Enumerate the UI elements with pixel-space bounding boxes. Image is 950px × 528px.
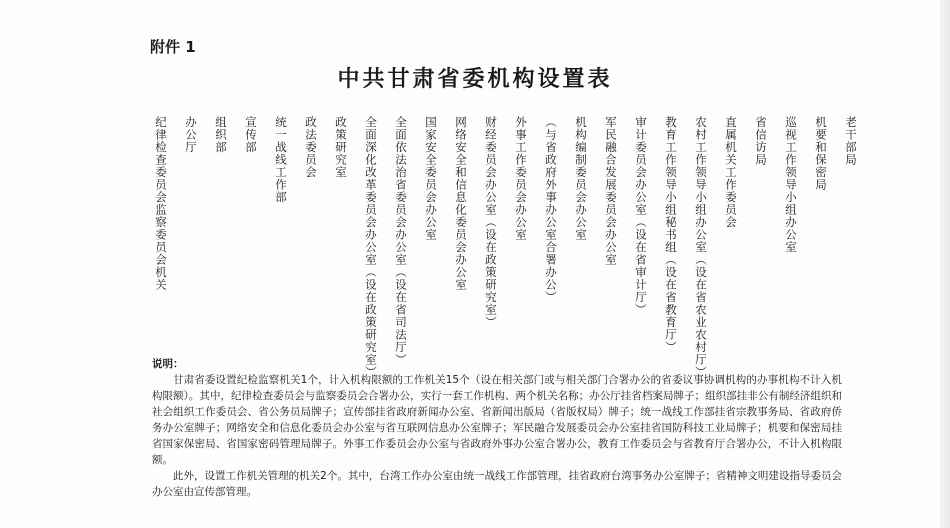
org-column: 军民融合发展委员会办公室 bbox=[604, 116, 618, 266]
org-column: 老干部局 bbox=[844, 116, 858, 166]
notes-heading: 说明： bbox=[152, 358, 184, 370]
page-edge-shadow bbox=[940, 0, 950, 528]
document-title: 中共甘肃省委机构设置表 bbox=[337, 67, 613, 92]
org-column: 农村工作领导小组办公室（设在省农业农村厅） bbox=[694, 116, 708, 379]
org-column: 外事工作委员会办公室 bbox=[514, 116, 528, 241]
notes-section bbox=[152, 356, 842, 500]
org-column: 组织部 bbox=[214, 116, 228, 154]
org-column: 宣传部 bbox=[244, 116, 258, 154]
org-column: （与省政府外事办公室合署办公） bbox=[544, 116, 558, 304]
org-column: 机构编制委员会办公室 bbox=[574, 116, 588, 241]
org-column: 全面深化改革委员会办公室（设在政策研究室） bbox=[364, 116, 378, 379]
org-column: 财经委员会办公室（设在政策研究室） bbox=[484, 116, 498, 329]
org-column: 审计委员会办公室（设在省审计厅） bbox=[634, 116, 648, 316]
org-column: 巡视工作领导小组办公室 bbox=[784, 116, 798, 254]
org-column: 机要和保密局 bbox=[814, 116, 828, 191]
org-column: 全面依法治省委员会办公室（设在省司法厅） bbox=[394, 116, 408, 366]
org-column: 统一战线工作部 bbox=[274, 116, 288, 204]
attachment-label: 附件 1 bbox=[150, 38, 196, 56]
org-column: 省信访局 bbox=[754, 116, 768, 166]
notes-paragraph: 此外，设置工作机关管理的机关2个。其中，台湾工作办公室由统一战线工作部管理，挂省政府台湾事务办公室牌子；省精神文明建设指导委员会办公室由宣传部管理。 bbox=[152, 470, 842, 498]
org-column: 直属机关工作委员会 bbox=[724, 116, 738, 229]
org-column: 办公厅 bbox=[184, 116, 198, 154]
org-column: 教育工作领导小组秘书组（设在省教育厅） bbox=[664, 116, 678, 354]
org-column: 政法委员会 bbox=[304, 116, 318, 179]
org-column: 纪律检查委员会监察委员会机关 bbox=[154, 116, 168, 291]
org-column: 国家安全委员会办公室 bbox=[424, 116, 438, 241]
notes-paragraph: 甘肃省委设置纪检监察机关1个，计入机构限额的工作机关15个（设在相关部门或与相关部门合署办公的省委议事协调机构的办事机构不计入机构限额）。其中，纪律检查委员会与监察委员会合署办公，实行一套工作机构、两个机关名称；办公厅挂省档案局牌子；组织部挂非公有制经济组织和社会组织工作委员会、省公务员局牌子；宣传部挂省政府新闻办公室、省新闻出版局（省版权局）牌子；统一战线工作部挂省宗教事务局、省政府侨务办公室牌子；网络安全和信息化委员会办公室与省互联网信息办公室牌子；军民融合发展委员会办公室挂省国防科技工业局牌子；机要和保密局挂省国家保密局、省国家密码管理局牌子。外事工作委员会办公室与省政府外事办公室合署办公，教育工作委员会与省教育厅合署办公，不计入机构限额。 bbox=[152, 374, 842, 466]
org-column: 网络安全和信息化委员会办公室 bbox=[454, 116, 468, 291]
org-column: 政策研究室 bbox=[334, 116, 348, 179]
